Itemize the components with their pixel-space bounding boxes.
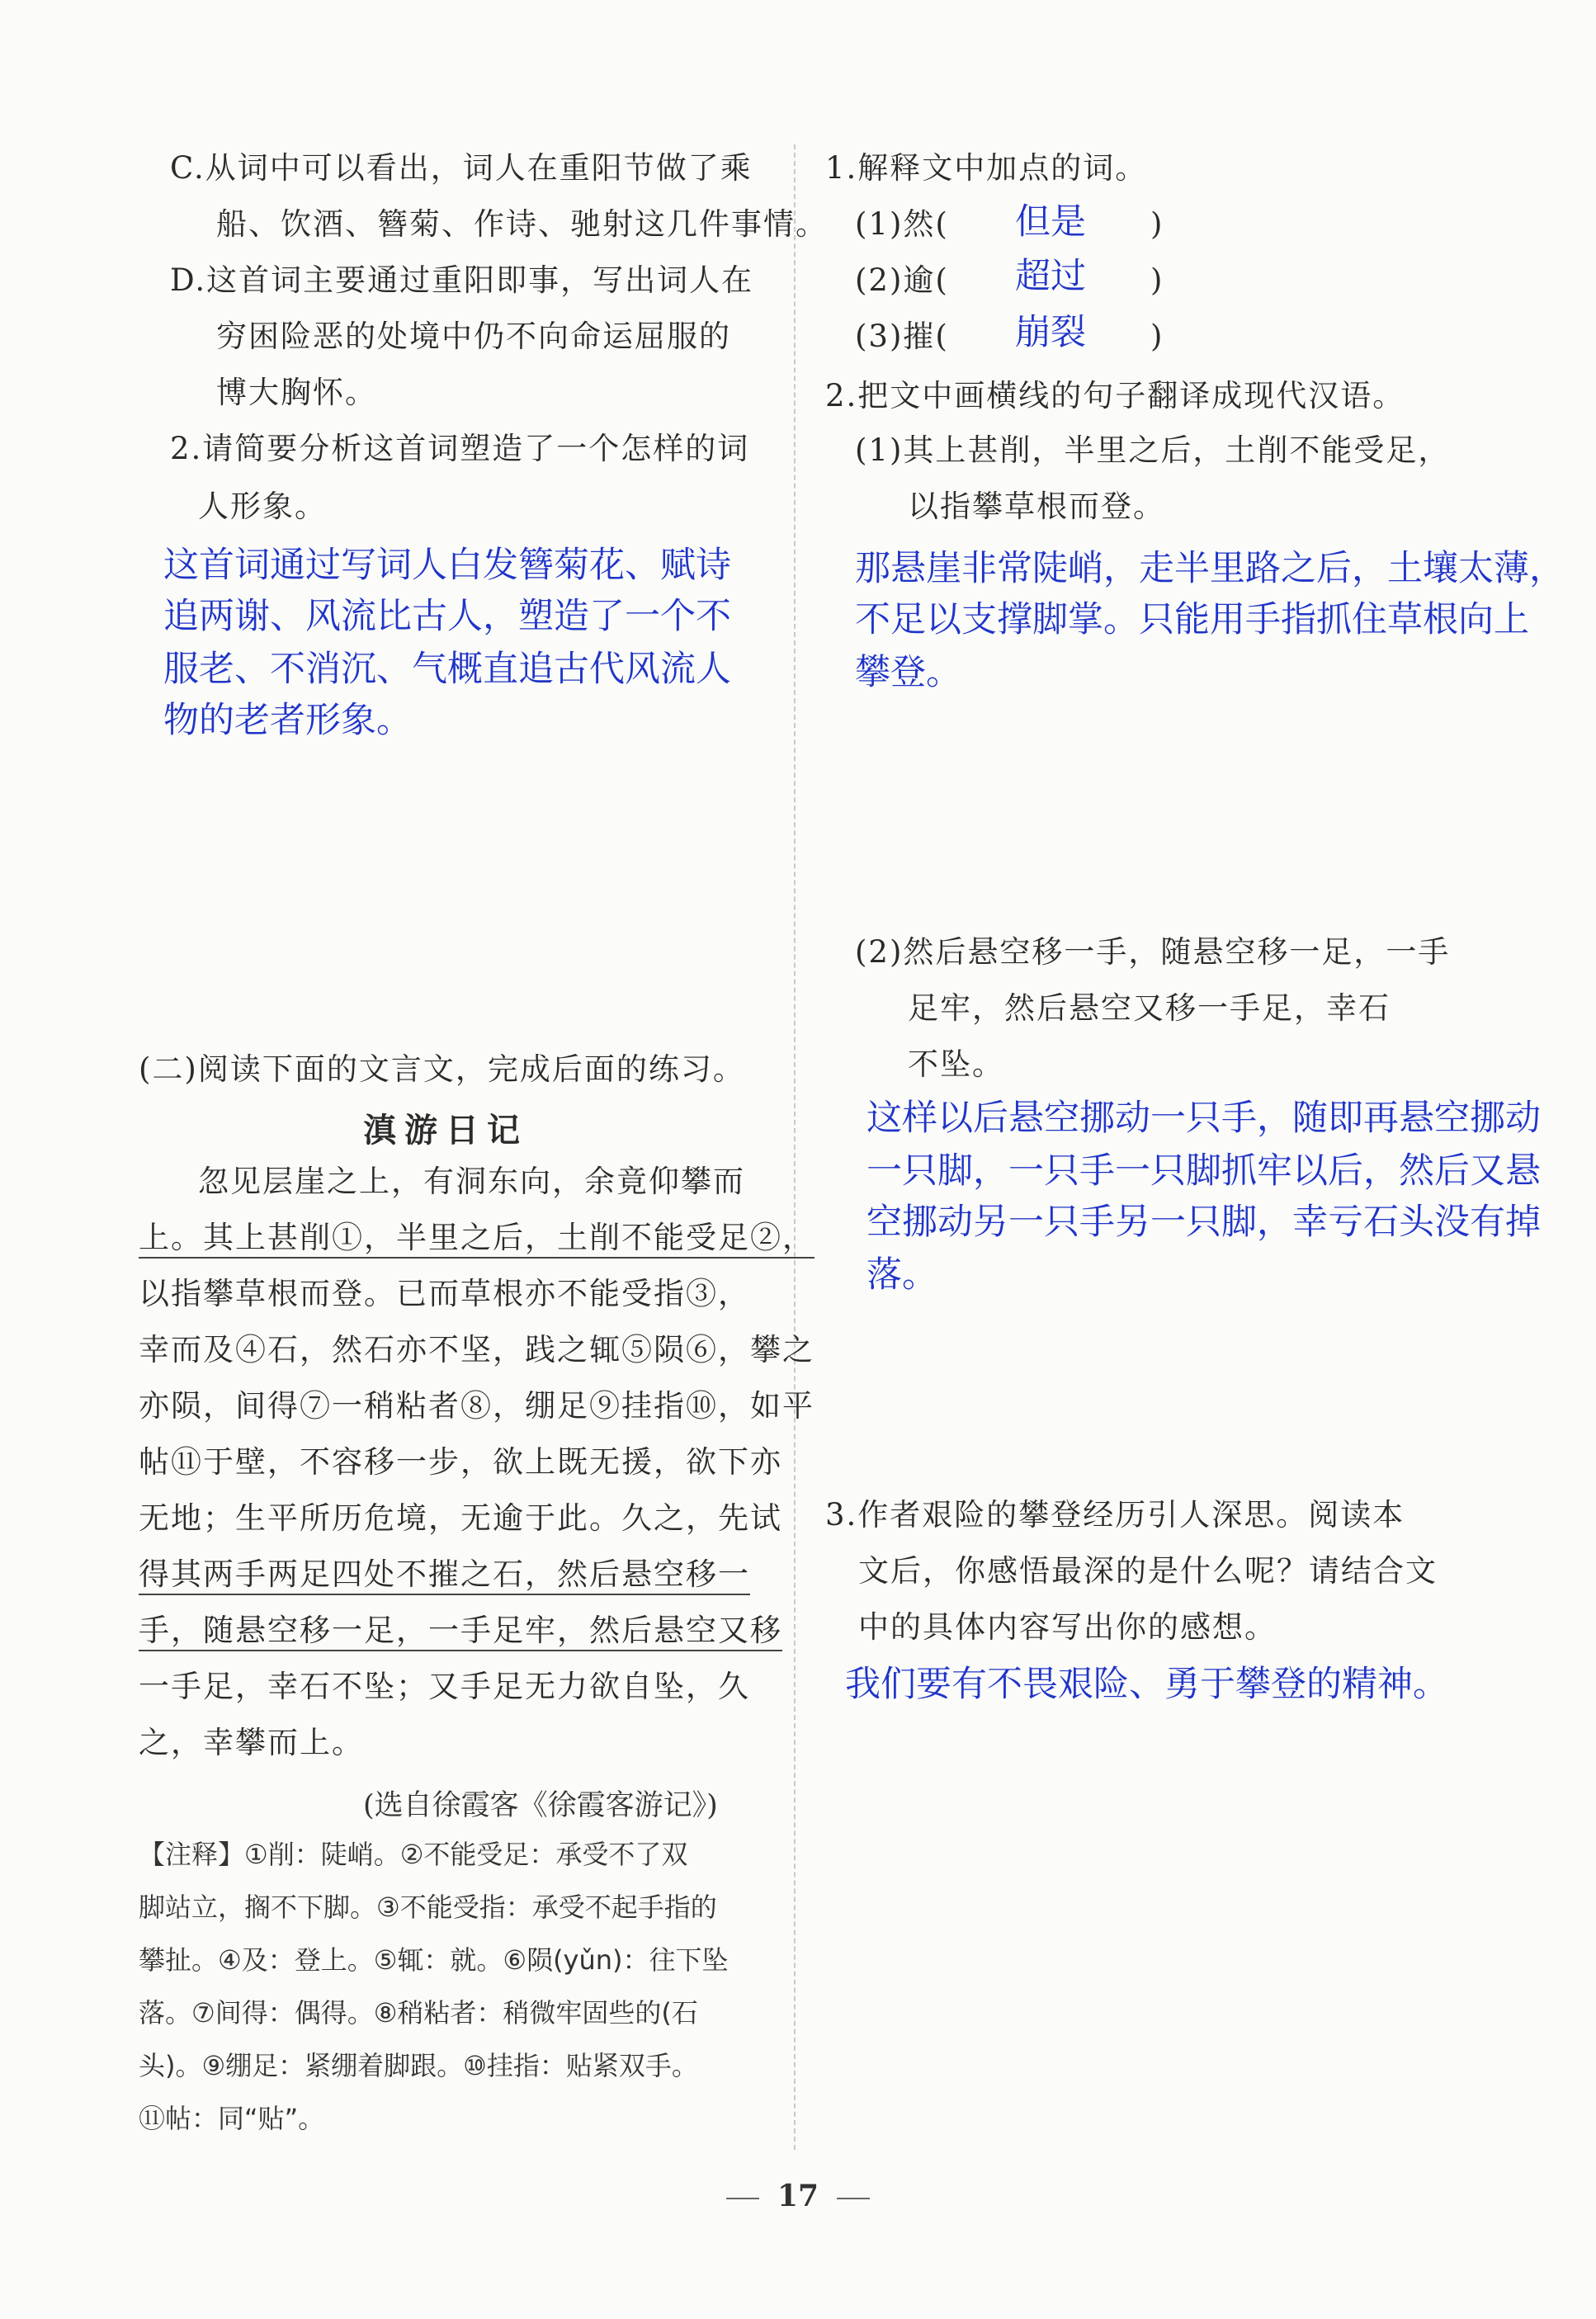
question-2-line2: 人形象。	[198, 489, 327, 524]
right-question-3-line2: 文后，你感悟最深的是什么呢？请结合文	[858, 1553, 1438, 1589]
underlined-sentence-2-cont: 手，随悬空移一足，一手足牢，然后悬空又移	[139, 1613, 782, 1651]
q1-item-1-answer: 但是	[1015, 201, 1086, 243]
right-question-2: 2.把文中画横线的句子翻译成现代汉语。	[825, 378, 1405, 413]
annotation-line: 【注释】①削：陡峭。②不能受足：承受不了双	[139, 1839, 688, 1870]
answer-q2-2-line1: 这样以后悬空挪动一只手，随即再悬空挪动	[866, 1098, 1541, 1139]
q1-item-2-close: )	[1150, 262, 1164, 298]
column-divider	[794, 144, 796, 2150]
annotation-line: 落。⑦间得：偶得。⑧稍粘者：稍微牢固些的(石	[139, 1997, 698, 2029]
passage-line	[139, 1611, 782, 1651]
option-d-line1: D.这首词主要通过重阳即事，写出词人在	[170, 262, 754, 298]
passage-line-text: 一手足，幸石不坠；又手足无力欲自坠，久	[139, 1669, 750, 1704]
annotation-line: 头)。⑨绷足：紧绷着脚跟。⑩挂指：贴紧双手。	[139, 2050, 698, 2081]
passage-line: 无地；生平所历危境，无逾于此。久之，先试	[139, 1500, 782, 1536]
passage-line: 忽见层崖之上，有洞东向，余竟仰攀而	[198, 1164, 745, 1199]
answer-q2-2-line4: 落。	[866, 1254, 937, 1296]
question-2-line1: 2.请简要分析这首词塑造了一个怎样的词	[170, 431, 750, 466]
underlined-sentence-2: 得其两手两足四处不摧之石，然后悬空移一	[139, 1556, 750, 1595]
underlined-sentence-1: 上。其上甚削①，半里之后，土削不能受足②，	[139, 1220, 815, 1259]
answer-q2-1-line3: 攀登。	[855, 652, 961, 693]
answer-q2-1-line1: 那悬崖非常陡峭，走半里路之后，土壤太薄，	[855, 548, 1565, 589]
q2-2-line1: (2)然后悬空移一手，随悬空移一足，一手	[855, 934, 1451, 970]
section-heading: (二)阅读下面的文言文，完成后面的练习。	[139, 1051, 745, 1087]
answer-q2-line2: 追两谢、风流比古人，塑造了一个不	[163, 596, 731, 637]
option-c-line2: 船、饮酒、簪菊、作诗、驰射这几件事情。	[216, 206, 828, 242]
q2-1-line2: 以指攀草根而登。	[908, 489, 1165, 524]
answer-q2-line4: 物的老者形象。	[163, 700, 412, 741]
passage-line: 之，幸攀而上。	[139, 1725, 364, 1760]
passage-source: (选自徐霞客《徐霞客游记》)	[363, 1789, 718, 1822]
annotation-line: ⑪帖：同“贴”。	[139, 2103, 325, 2134]
passage-line-text: 以指攀草根而登。已而草根亦不能受指③，	[139, 1276, 750, 1311]
answer-q2-line3: 服老、不消沉、气概直追古代风流人	[163, 649, 731, 690]
annotation-line: 攀扯。④及：登上。⑤辄：就。⑥陨(yǔn)：往下坠	[139, 1944, 729, 1976]
page-number-dash	[837, 2198, 870, 2199]
option-d-line2: 穷困险恶的处境中仍不向命运屈服的	[216, 319, 731, 354]
passage-line	[139, 1218, 815, 1258]
q1-item-3-label: (3)摧(	[855, 319, 949, 354]
option-d-line3: 博大胸怀。	[216, 375, 377, 410]
q2-1-line1: (1)其上甚削，半里之后，土削不能受足，	[855, 432, 1451, 468]
q1-item-1-label: (1)然(	[855, 206, 949, 242]
answer-q3: 我们要有不畏艰险、勇于攀登的精神。	[845, 1664, 1448, 1705]
q2-2-line2: 足牢，然后悬空又移一手足，幸石	[908, 990, 1391, 1026]
passage-line	[139, 1667, 750, 1707]
passage-title: 滇游日记	[363, 1111, 528, 1150]
page-number-dash	[726, 2198, 759, 2199]
right-question-1: 1.解释文中加点的词。	[825, 150, 1148, 186]
answer-q2-line1: 这首词通过写词人白发簪菊花、赋诗	[163, 545, 731, 586]
passage-line: 幸而及④石，然石亦不坚，践之辄⑤陨⑥，攀之	[139, 1332, 815, 1367]
page-number-text: 17	[777, 2179, 819, 2213]
page-number	[0, 2179, 1596, 2213]
annotation-line: 脚站立，搁不下脚。③不能受指：承受不起手指的	[139, 1892, 717, 1923]
q1-item-2-answer: 超过	[1015, 256, 1086, 297]
q1-item-3-answer: 崩裂	[1015, 312, 1086, 353]
answer-q2-1-line2: 不足以支撑脚掌。只能用手指抓住草根向上	[855, 599, 1529, 640]
right-question-3-line3: 中的具体内容写出你的感想。	[858, 1609, 1277, 1645]
passage-line	[139, 1274, 750, 1314]
option-c-line1: C.从词中可以看出，词人在重阳节做了乘	[170, 150, 753, 186]
q1-item-1-close: )	[1150, 206, 1164, 242]
q1-item-3-close: )	[1150, 319, 1164, 354]
passage-line	[139, 1555, 750, 1594]
q2-2-line3: 不坠。	[908, 1046, 1004, 1082]
right-question-3-line1: 3.作者艰险的攀登经历引人深思。阅读本	[825, 1497, 1405, 1533]
passage-line: 帖⑪于壁，不容移一步，欲上既无援，欲下亦	[139, 1444, 782, 1480]
answer-q2-2-line2: 一只脚，一只手一只脚抓牢以后，然后又悬	[866, 1150, 1541, 1192]
passage-line: 亦陨，间得⑦一稍粘者⑧，绷足⑨挂指⑩，如平	[139, 1388, 815, 1424]
q1-item-2-label: (2)逾(	[855, 262, 949, 298]
answer-q2-2-line3: 空挪动另一只手另一只脚，幸亏石头没有掉	[866, 1202, 1541, 1243]
